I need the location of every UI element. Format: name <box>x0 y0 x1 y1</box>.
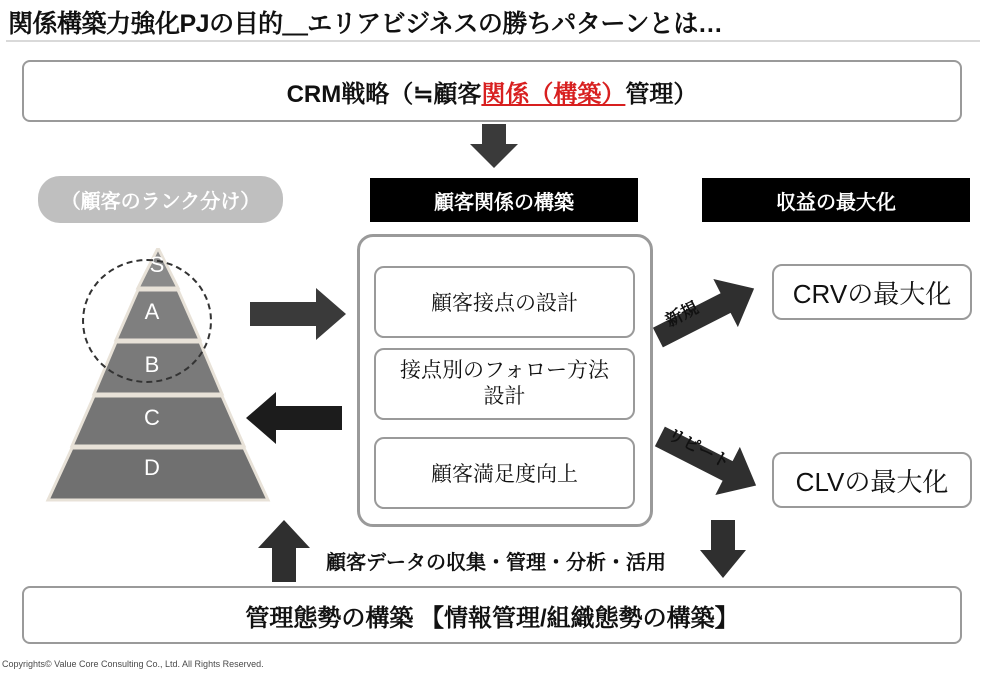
arrow-right-icon <box>250 288 346 345</box>
profit-max-chip: 収益の最大化 <box>702 178 970 222</box>
title-divider <box>6 40 980 42</box>
copyright-footer: Copyrights© Value Core Consulting Co., Ltd. All Rights Reserved. <box>2 659 264 669</box>
rank-classification-chip: （顧客のランク分け） <box>38 176 283 223</box>
arrow-down-right-icon <box>700 520 746 583</box>
arrow-down-icon <box>470 124 518 173</box>
management-structure-box: 管理態勢の構築 【情報管理/組織態勢の構築】 <box>22 586 962 644</box>
pyramid-level-c: C <box>144 405 160 430</box>
crm-strategy-box <box>22 60 962 122</box>
crm-prefix: CRM戦略（≒顧客 <box>286 80 482 108</box>
flow-label-new: 新規 <box>662 298 702 331</box>
relationship-build-chip: 顧客関係の構築 <box>370 178 638 222</box>
customer-data-caption: 顧客データの収集・管理・分析・活用 <box>326 552 666 574</box>
arrow-up-icon <box>258 520 310 587</box>
pyramid-level-b: B <box>144 352 160 377</box>
page-title: 関係構築力強化PJの目的＿エリアビジネスの勝ちパターンとは… <box>8 10 723 38</box>
step-followup-method-design <box>374 348 635 420</box>
crv-maximization-box: CRVの最大化 <box>772 264 972 320</box>
highlight-circle <box>82 259 212 383</box>
step2-line2: 設計 <box>483 385 526 408</box>
clv-maximization-box: CLVの最大化 <box>772 452 972 508</box>
pyramid-level-s: S <box>149 252 165 277</box>
flow-label-repeat: リピート <box>664 424 734 473</box>
step-satisfaction-improvement: 顧客満足度向上 <box>374 437 635 509</box>
step-customer-touchpoint-design: 顧客接点の設計 <box>374 266 635 338</box>
crm-suffix: 管理） <box>625 80 698 108</box>
crm-accent: 関係（構築） <box>481 80 626 108</box>
step2-line1: 接点別のフォロー方法 <box>400 358 609 382</box>
pyramid-level-d: D <box>144 455 160 480</box>
arrow-left-icon <box>246 392 342 449</box>
pyramid-level-a: A <box>144 299 160 324</box>
